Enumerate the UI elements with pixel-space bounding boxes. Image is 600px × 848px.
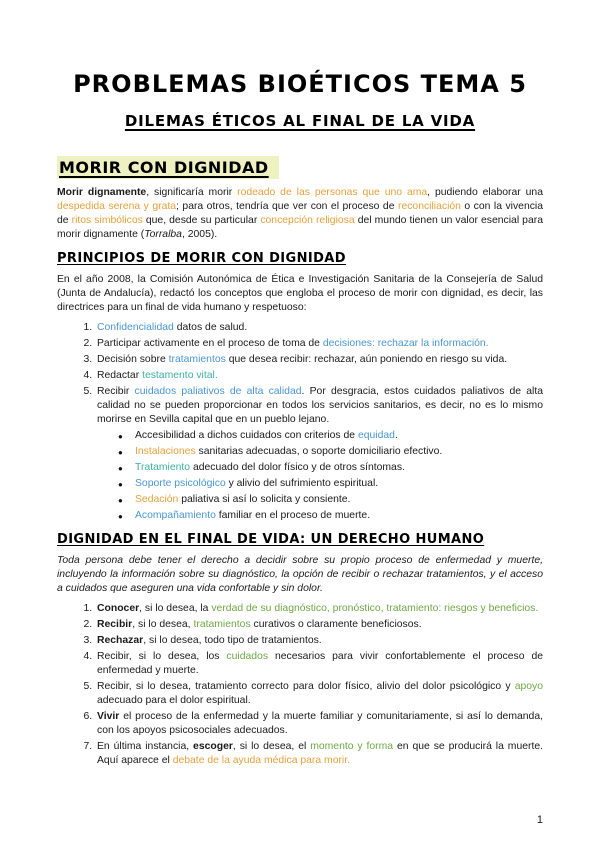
text-segment: Decisión sobre (97, 354, 169, 365)
text-segment: verdad de su diagnóstico, pronóstico, tratamiento: riesgos y beneficios. (211, 603, 539, 614)
text-segment: Accesibilidad a dichos cuidados con criterios de (135, 430, 358, 441)
subsection-heading-derecho-humano: DIGNIDAD EN EL FINAL DE VIDA: UN DERECHO HUMANO (57, 532, 485, 547)
text-segment: que, desde su particular (142, 215, 261, 226)
text-segment: paliativa si así lo solicita y consiente. (178, 494, 351, 505)
list-item (95, 710, 543, 738)
text-segment: , significaría morir (146, 187, 238, 198)
text-segment: Redactar (97, 370, 143, 381)
text-segment: cuidados paliativos de alta calidad (134, 386, 302, 397)
text-segment: , si lo desea, el (232, 741, 311, 752)
list-item (135, 461, 543, 475)
text-segment: adecuado para el dolor espiritual. (97, 695, 251, 706)
text-segment: Recibir, si lo desea, los (97, 651, 227, 662)
text-segment: Soporte psicológico (135, 478, 226, 489)
text-segment: concepción religiosa (260, 215, 355, 226)
text-segment: Confidencialidad (97, 322, 174, 333)
text-segment: Recibir (97, 619, 133, 630)
list-item (95, 385, 543, 427)
text-segment: curativos o claramente beneficiosos. (250, 619, 422, 630)
highlighted-heading-text: MORIR CON DIGNIDAD (57, 156, 279, 179)
text-segment: ; para otros, tendría que ver con el proceso de (176, 201, 398, 212)
list-item (95, 369, 543, 383)
text-segment: familiar en el proceso de muerte. (215, 510, 371, 521)
text-segment: Recibir (97, 386, 135, 397)
text-segment: Conocer (97, 603, 140, 614)
text-segment: o con la vivencia de (57, 201, 544, 226)
text-segment: Sedación (135, 494, 179, 505)
text-segment: decisiones: rechazar la información. (322, 338, 489, 349)
text-segment: Recibir, si lo desea, tratamiento correcto para dolor físico, alivio del dolor psicológico y (97, 681, 515, 692)
text-segment: tratamientos (168, 354, 226, 365)
text-segment: Torralba (144, 229, 182, 240)
list-item (95, 618, 543, 632)
text-segment: Acompañamiento (135, 510, 216, 521)
text-segment: ritos simbólicos (71, 215, 143, 226)
document-subtitle: DILEMAS ÉTICOS AL FINAL DE LA VIDA (124, 112, 476, 130)
subsection-heading-principios: PRINCIPIOS DE MORIR CON DIGNIDAD (57, 251, 346, 266)
list-item (95, 634, 543, 648)
palliative-care-bullet-list (57, 429, 543, 523)
text-segment: equidad (357, 430, 395, 441)
text-segment: Instalaciones (135, 446, 196, 457)
text-segment: tratamientos (193, 619, 251, 630)
list-item (95, 740, 543, 768)
text-segment: , si lo desea, (132, 619, 194, 630)
text-segment: , pudiendo elaborar una (427, 187, 543, 198)
text-segment: del mundo tienen un valor esencial para morir dignamente ( (57, 215, 543, 240)
text-segment: Morir dignamente (57, 187, 147, 198)
page-number: 1 (536, 814, 543, 826)
paragraph-derecho-a-decidir: Toda persona debe tener el derecho a decidir sobre su propio proceso de enfermedad y muerte, incluyendo la información sobre su diagnóstico, la opción de recibir o rechazar tratamientos, y el acceso a cuidados que aseguren una vida confortable y sin dolor. (57, 555, 543, 594)
text-segment: , si lo desea, todo tipo de tratamientos. (143, 635, 322, 646)
text-segment: rodeado de las personas que uno ama (237, 187, 428, 198)
list-item (95, 337, 543, 351)
text-segment: Rechazar (97, 635, 144, 646)
list-item (135, 445, 543, 459)
list-item (135, 429, 543, 443)
paragraph-morir-dignamente (57, 186, 543, 242)
list-item (95, 650, 543, 678)
text-segment: despedida serena y grata (57, 201, 177, 212)
text-segment: que desea recibir: rechazar, aún poniendo en riesgo su vida. (225, 354, 508, 365)
list-item (135, 509, 543, 523)
text-segment: Tratamiento (135, 462, 191, 473)
text-segment: el proceso de la enfermedad y la muerte familiar y comunitariamente, si así lo demanda, con los apoyos psicosociales adecuados. (97, 711, 543, 736)
list-item (95, 602, 543, 616)
text-segment: escoger (193, 741, 233, 752)
text-segment: testamento vital. (142, 370, 218, 381)
text-segment: Participar activamente en el proceso de toma de (97, 338, 323, 349)
rights-numbered-list (57, 602, 543, 768)
principles-numbered-list (57, 321, 543, 427)
list-item (95, 680, 543, 708)
section-heading-morir-con-dignidad (57, 158, 543, 177)
text-segment: datos de salud. (173, 322, 248, 333)
text-segment: , si lo desea, la (139, 603, 212, 614)
text-segment: reconciliación (397, 201, 461, 212)
text-segment: En última instancia, (97, 741, 194, 752)
text-segment: apoyo (514, 681, 543, 692)
text-segment: momento y forma (310, 741, 394, 752)
list-item (95, 353, 543, 367)
text-segment: en que se producirá la muerte. Aquí aparece el (97, 741, 544, 766)
text-segment: . (394, 430, 398, 441)
text-segment: . Por desgracia, estos cuidados paliativos de alta calidad no se pueden proporcionar en todos los servicios sanitarios, es decir, no es lo mismo morirse en Sevilla capital que en un pueblo lejano. (97, 386, 543, 425)
text-segment: cuidados (226, 651, 269, 662)
text-segment: adecuado del dolor físico y de otros síntomas. (190, 462, 405, 473)
paragraph-comision-2008: En el año 2008, la Comisión Autonómica de Ética e Investigación Sanitaria de la Consejería de Salud (Junta de Andalucía), redactó los conceptos que engloba el proceso de morir con dignidad, es decir, las directrices para un final de vida humano y respetuoso: (57, 274, 543, 313)
text-segment: Vivir (97, 711, 120, 722)
text-segment: necesarios para vivir confortablemente el proceso de enfermedad y muerte. (97, 651, 544, 676)
text-segment: debate de la ayuda médica para morir. (172, 755, 351, 766)
text-segment: y alivio del sufrimiento espiritual. (225, 478, 379, 489)
list-item (135, 477, 543, 491)
text-segment: , 2005). (181, 229, 218, 240)
text-segment: sanitarias adecuadas, o soporte domiciliario efectivo. (195, 446, 443, 457)
list-item (135, 493, 543, 507)
list-item (95, 321, 543, 335)
document-title: PROBLEMAS BIOÉTICOS TEMA 5 (73, 70, 527, 98)
